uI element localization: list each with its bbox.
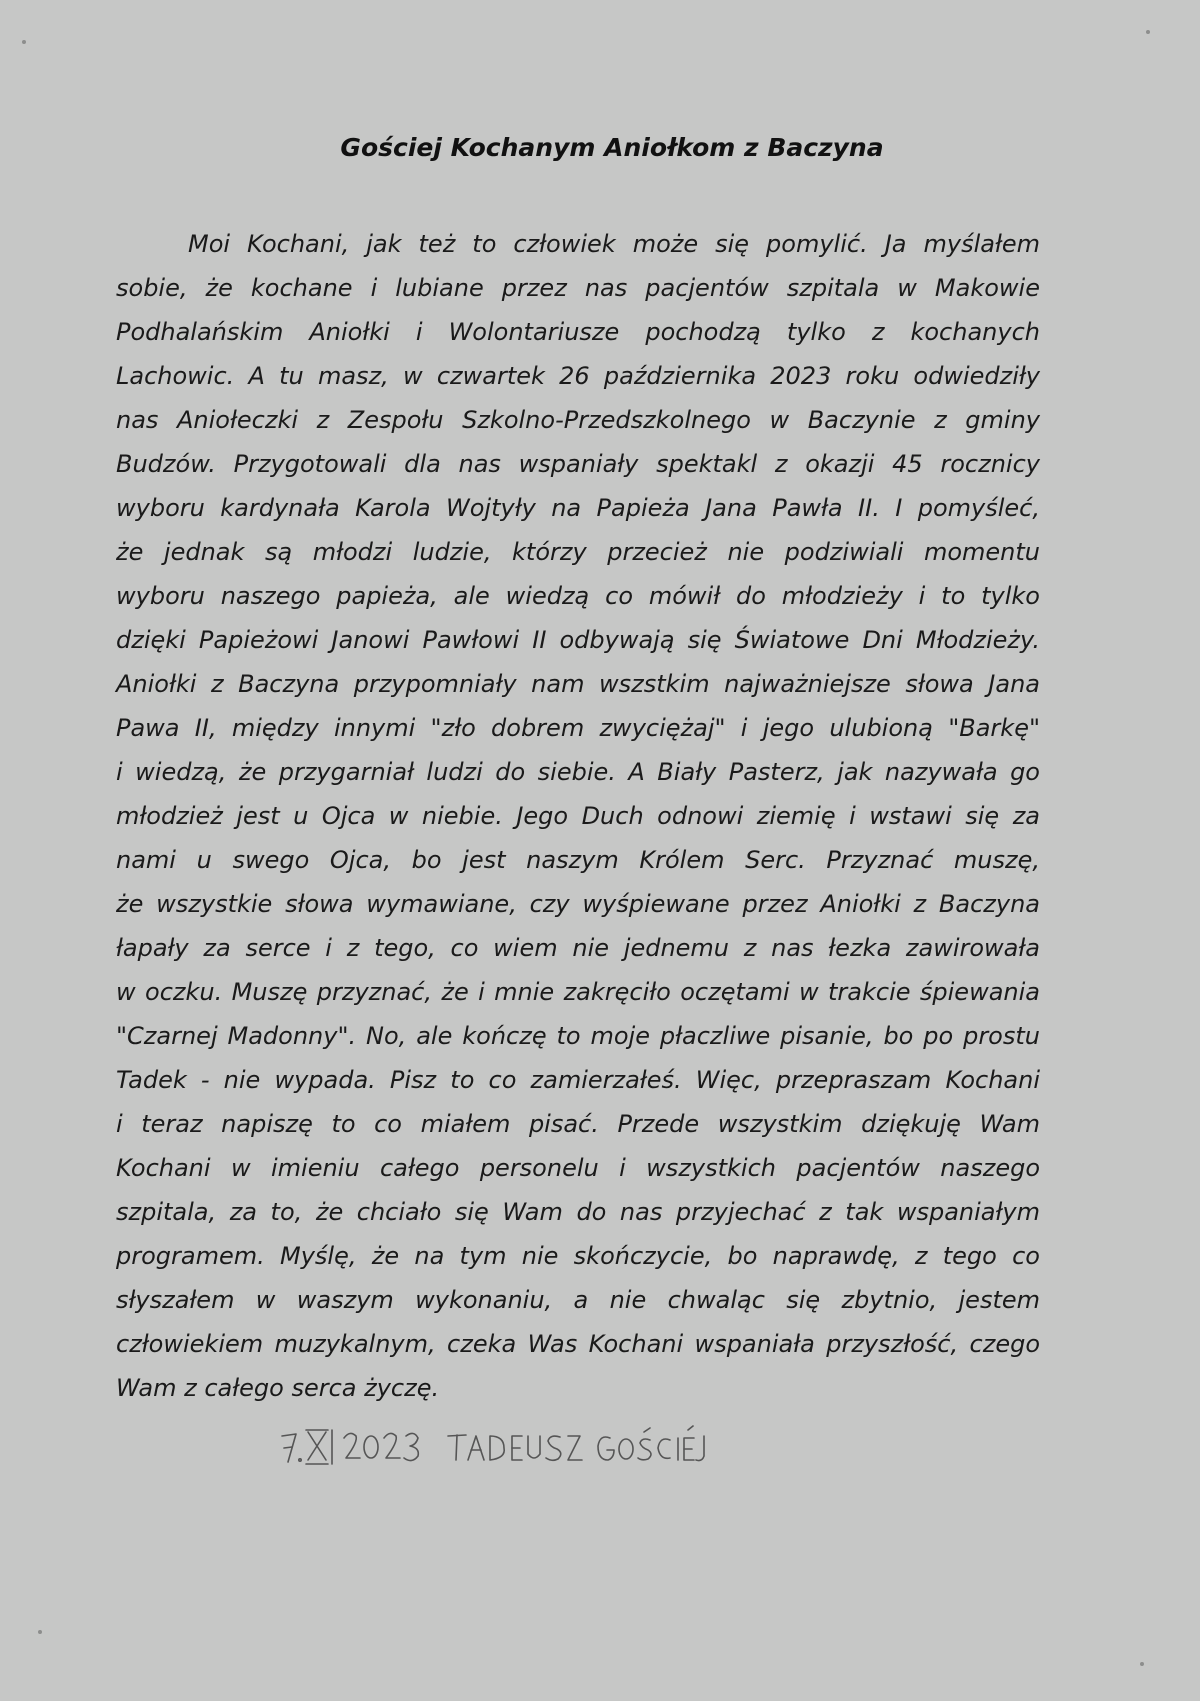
body-line: i wiedzą, że przygarniał ludzi do siebie. A Biały Pasterz, jak nazywała go bbox=[116, 758, 1040, 786]
body-line: Budzów. Przygotowali dla nas wspaniały spektakl z okazji 45 rocznicy bbox=[116, 450, 1040, 478]
body-line: młodzież jest u Ojca w niebie. Jego Duch odnowi ziemię i wstawi się za bbox=[116, 802, 1040, 830]
body-line: Podhalańskim Aniołki i Wolontariusze pochodzą tylko z kochanych bbox=[116, 318, 1040, 346]
paper-speck bbox=[1140, 1662, 1144, 1666]
body-line: dzięki Papieżowi Janowi Pawłowi II odbywają się Światowe Dni Młodzieży. bbox=[116, 626, 1040, 654]
body-line: programem. Myślę, że na tym nie skończycie, bo naprawdę, z tego co bbox=[116, 1242, 1040, 1270]
handwritten-signature bbox=[280, 1418, 800, 1478]
body-line: "Czarnej Madonny". No, ale kończę to moje płaczliwe pisanie, bo po prostu bbox=[116, 1022, 1040, 1050]
body-line: wyboru naszego papieża, ale wiedzą co mówił do młodzieży i to tylko bbox=[116, 582, 1040, 610]
body-line: słyszałem w waszym wykonaniu, a nie chwaląc się zbytnio, jestem bbox=[116, 1286, 1040, 1314]
body-line: człowiekiem muzykalnym, czeka Was Kochani wspaniała przyszłość, czego bbox=[116, 1330, 1040, 1358]
body-line: Tadek - nie wypada. Pisz to co zamierzałeś. Więc, przepraszam Kochani bbox=[116, 1066, 1040, 1094]
body-line: że wszystkie słowa wymawiane, czy wyśpiewane przez Aniołki z Baczyna bbox=[116, 890, 1040, 918]
body-line: wyboru kardynała Karola Wojtyły na Papieża Jana Pawła II. I pomyśleć, bbox=[116, 494, 1040, 522]
body-line: Wam z całego serca życzę. bbox=[116, 1374, 440, 1402]
body-line: i teraz napiszę to co miałem pisać. Przede wszystkim dziękuję Wam bbox=[116, 1110, 1040, 1138]
body-line: nami u swego Ojca, bo jest naszym Królem Serc. Przyznać muszę, bbox=[116, 846, 1040, 874]
body-line: Lachowic. A tu masz, w czwartek 26 października 2023 roku odwiedziły bbox=[116, 362, 1040, 390]
body-line: Aniołki z Baczyna przypomniały nam wszstkim najważniejsze słowa Jana bbox=[116, 670, 1040, 698]
body-line: łapały za serce i z tego, co wiem nie jednemu z nas łezka zawirowała bbox=[116, 934, 1040, 962]
letter-body bbox=[116, 222, 1040, 1410]
paper-speck bbox=[22, 40, 26, 44]
signature-drawing bbox=[280, 1418, 800, 1478]
body-line: Pawa II, między innymi "zło dobrem zwyciężaj" i jego ulubioną "Barkę" bbox=[116, 714, 1040, 742]
paper-speck bbox=[1146, 30, 1150, 34]
body-line: Moi Kochani, jak też to człowiek może się pomylić. Ja myślałem bbox=[188, 230, 1040, 258]
body-line: Kochani w imieniu całego personelu i wszystkich pacjentów naszego bbox=[116, 1154, 1040, 1182]
letter-title: Gościej Kochanym Aniołkom z Baczyna bbox=[340, 133, 884, 162]
body-line: że jednak są młodzi ludzie, którzy przecież nie podziwiali momentu bbox=[116, 538, 1040, 566]
body-line: nas Aniołeczki z Zespołu Szkolno-Przedszkolnego w Baczynie z gminy bbox=[116, 406, 1040, 434]
paper-speck bbox=[38, 1630, 42, 1634]
body-line: w oczku. Muszę przyznać, że i mnie zakręciło oczętami w trakcie śpiewania bbox=[116, 978, 1040, 1006]
body-line: szpitala, za to, że chciało się Wam do nas przyjechać z tak wspaniałym bbox=[116, 1198, 1040, 1226]
body-line: sobie, że kochane i lubiane przez nas pacjentów szpitala w Makowie bbox=[116, 274, 1040, 302]
